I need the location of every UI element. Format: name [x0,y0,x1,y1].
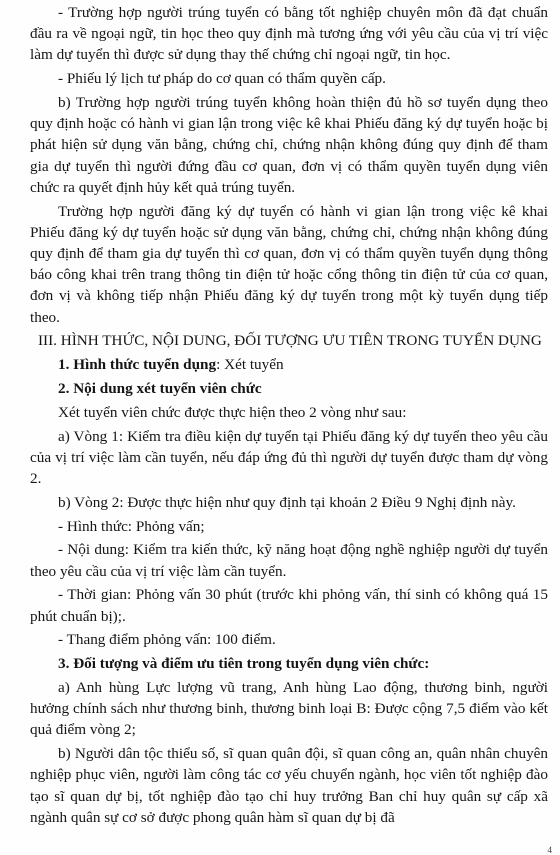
paragraph-priority-b: b) Người dân tộc thiểu số, sĩ quan quân đội, sĩ quan công an, quân nhân chuyên nghiệp phục viên, người làm công tác cơ yếu chuyển ngành, học viên tốt nghiệp đào tạo sĩ quan dự bị, tốt nghiệp đào tạo chỉ huy trưởng Ban chỉ huy quân sự cấp xã ngành quân sự cơ sở được phong quân hàm sĩ quan dự bị đã [30,745,548,826]
paragraph-cancel-result: b) Trường hợp người trúng tuyển không hoàn thiện đủ hồ sơ tuyển dụng theo quy định hoặc có hành vi gian lận trong việc kê khai Phiếu đăng ký dự tuyển hoặc bị phát hiện sử dụng văn bằng, chứng chỉ, chứng nhận không đúng quy định để tham gia dự tuyển thì người đứng đầu cơ quan, đơn vị có thẩm quyền tuyển dụng viên chức ra quyết định hủy kết quả trúng tuyển. [30,94,548,196]
paragraph-interview-time: - Thời gian: Phỏng vấn 30 phút (trước khi phỏng vấn, thí sinh có không quá 15 phút chuẩn bị);. [30,586,548,625]
heading-recruitment-content: 2. Nội dung xét tuyển viên chức [58,380,262,398]
paragraph-interview-content: - Nội dung: Kiểm tra kiến thức, kỹ năng hoạt động nghề nghiệp người dự tuyển theo yêu cầu của vị trí việc làm cần tuyển. [30,541,548,580]
paragraph-priority-a: a) Anh hùng Lực lượng vũ trang, Anh hùng Lao động, thương binh, người hưởng chính sách như thương binh, thương binh loại B: Được cộng 7,5 điểm vào kết quả điểm vòng 2; [30,679,548,739]
paragraph-judicial-record: - Phiếu lý lịch tư pháp do cơ quan có thẩm quyền cấp. [58,70,386,88]
paragraph-interview-scale: - Thang điểm phỏng vấn: 100 điểm. [58,631,276,649]
section-heading-iii: III. HÌNH THỨC, NỘI DUNG, ĐỐI TƯỢNG ƯU TIÊN TRONG TUYỂN DỤNG [38,332,542,350]
paragraph-two-rounds: Xét tuyển viên chức được thực hiện theo 2 vòng như sau: [58,403,407,421]
heading-recruitment-form-value: : Xét tuyển [216,356,284,374]
paragraph-interview-form: - Hình thức: Phỏng vấn; [58,517,205,535]
heading-recruitment-form-label: 1. Hình thức tuyển dụng [58,356,217,374]
heading-priority: 3. Đối tượng và điểm ưu tiên trong tuyển dụng viên chức: [58,655,430,673]
page-number: 4 [547,845,552,855]
heading-recruitment-form [30,354,548,375]
paragraph-fraud-notice: Trường hợp người đăng ký dự tuyển có hành vi gian lận trong việc kê khai Phiếu đăng ký dự tuyển hoặc sử dụng văn bằng, chứng chỉ, chứng nhận không đúng quy định để tham gia dự tuyển thì cơ quan, đơn vị có thẩm quyền tuyển dụng thông báo công khai trên trang thông tin điện tử hoặc cổng thông tin điện tử của cơ quan, đơn vị và không tiếp nhận Phiếu đăng ký dự tuyển trong một kỳ tuyển dụng tiếp theo. [30,202,548,326]
paragraph-round-2: b) Vòng 2: Được thực hiện như quy định tại khoản 2 Điều 9 Nghị định này. [58,493,516,511]
paragraph-round-1: a) Vòng 1: Kiểm tra điều kiện dự tuyển tại Phiếu đăng ký dự tuyển theo yêu cầu của vị trí việc làm cần tuyển, nếu đáp ứng đủ thì người dự tuyển được tham dự vòng 2. [30,427,548,488]
paragraph-degree-substitution: - Trường hợp người trúng tuyển có bằng tốt nghiệp chuyên môn đã đạt chuẩn đầu ra về ngoại ngữ, tin học theo quy định mà tương ứng với yêu cầu của vị trí việc làm dự tuyển thì được sử dụng thay thế chứng chỉ ngoại ngữ, tin học. [30,4,548,64]
